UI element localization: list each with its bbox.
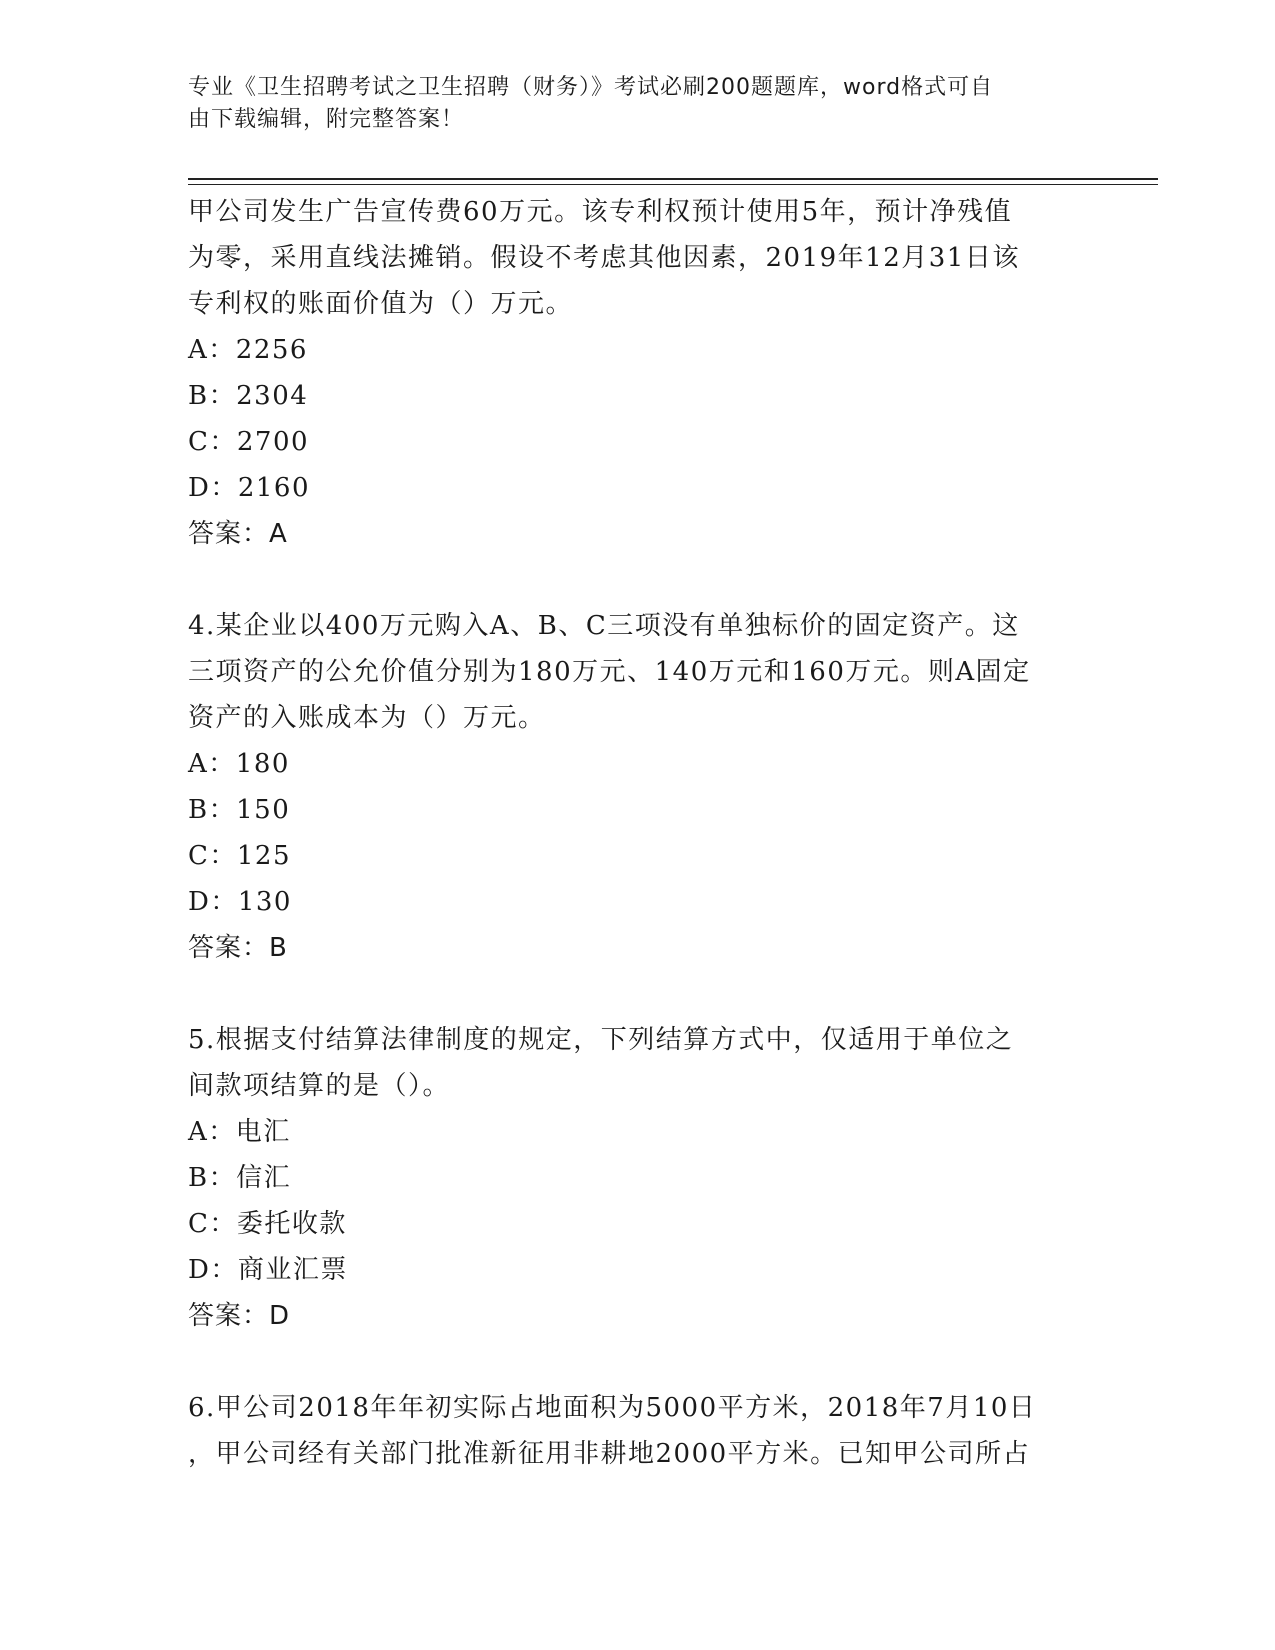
question-stem-line: ，甲公司经有关部门批准新征用非耕地2000平方米。已知甲公司所占	[188, 1439, 1031, 1469]
header-divider-thin	[188, 184, 1158, 185]
question-6	[188, 1385, 1088, 1477]
question-5	[188, 1017, 1088, 1339]
option-a: A：180	[188, 749, 290, 779]
question-stem-line: 6.甲公司2018年年初实际占地面积为5000平方米，2018年7月10日	[188, 1393, 1037, 1423]
spacer	[188, 557, 1088, 603]
option-d: D：2160	[188, 473, 311, 503]
option-a: A：电汇	[188, 1117, 291, 1147]
header-divider-thick	[188, 178, 1158, 180]
question-stem-line: 甲公司发生广告宣传费60万元。该专利权预计使用5年，预计净残值	[188, 197, 1013, 227]
option-c: C：2700	[188, 427, 310, 457]
question-list	[188, 189, 1088, 1477]
question-stem-line: 三项资产的公允价值分别为180万元、140万元和160万元。则A固定	[188, 657, 1031, 687]
answer-line: 答案：B	[188, 933, 288, 963]
answer-line: 答案：D	[188, 1301, 291, 1331]
header-line-2: 由下载编辑，附完整答案！	[188, 107, 465, 132]
option-b: B：2304	[188, 381, 309, 411]
question-stem-line: 专利权的账面价值为（）万元。	[188, 289, 574, 319]
question-3	[188, 189, 1088, 557]
option-c: C：委托收款	[188, 1209, 347, 1239]
option-d: D：商业汇票	[188, 1255, 348, 1285]
option-d: D：130	[188, 887, 292, 917]
question-stem-line: 为零，采用直线法摊销。假设不考虑其他因素，2019年12月31日该	[188, 243, 1020, 273]
question-stem-line: 间款项结算的是（）。	[188, 1071, 451, 1101]
question-stem-line: 4.某企业以400万元购入A、B、C三项没有单独标价的固定资产。这	[188, 611, 1020, 641]
option-c: C：125	[188, 841, 292, 871]
document-header	[188, 72, 1068, 136]
answer-line: 答案：A	[188, 519, 288, 549]
question-stem-line: 资产的入账成本为（）万元。	[188, 703, 546, 733]
question-4	[188, 603, 1088, 971]
question-stem-line: 5.根据支付结算法律制度的规定，下列结算方式中，仅适用于单位之	[188, 1025, 1014, 1055]
spacer	[188, 1339, 1088, 1385]
option-a: A：2256	[188, 335, 308, 365]
header-line-1: 专业《卫生招聘考试之卫生招聘（财务）》考试必刷200题题库，word格式可自	[188, 75, 994, 100]
option-b: B：150	[188, 795, 291, 825]
spacer	[188, 971, 1088, 1017]
option-b: B：信汇	[188, 1163, 292, 1193]
